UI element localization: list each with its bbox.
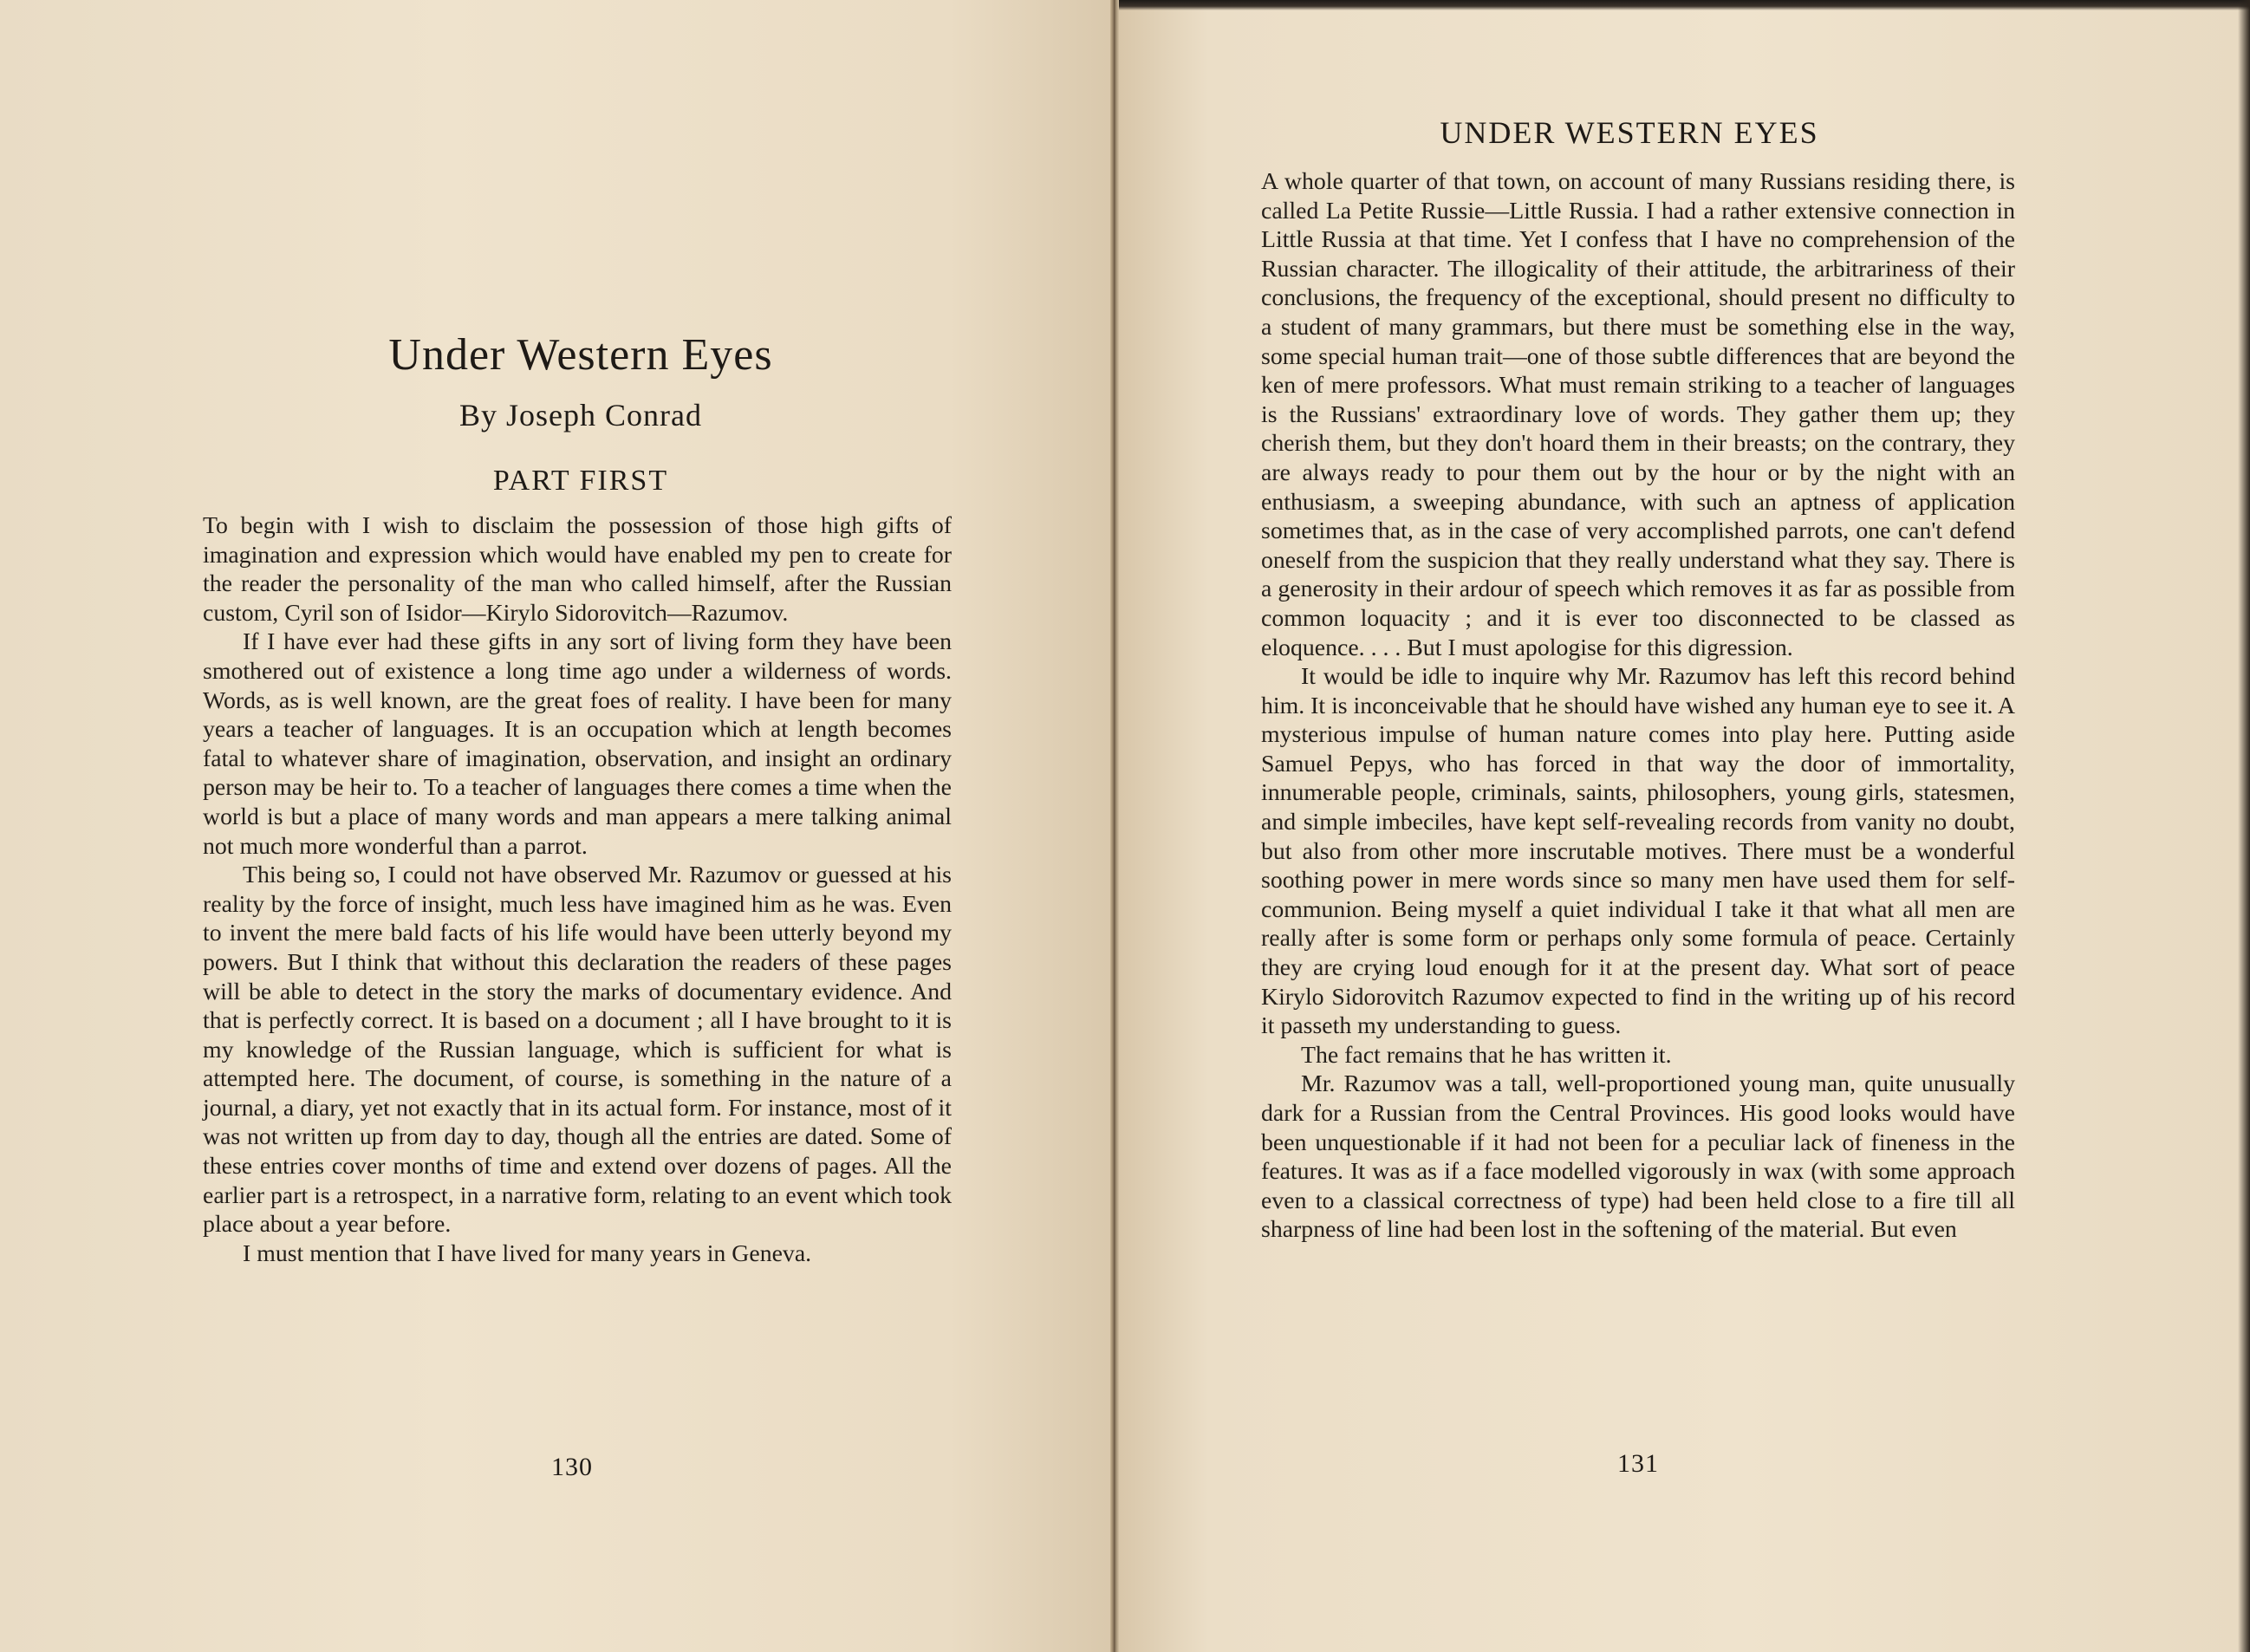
book-title: Under Western Eyes bbox=[388, 330, 773, 380]
right-body-text bbox=[1261, 167, 2015, 1245]
paragraph: If I have ever had these gifts in any sort of living form they have been smothered out of existence a long time ago under a wilderness of words. Words, as is well known, are the great foes of reality. I have been for many years a teacher of languages. It is an occupation which at length becomes fatal to whatever share of imagination, observation, and insight an ordinary person may be heir to. To a teacher of languages there comes a time when the world is but a place of many words and man appears a mere talking animal not much more wonderful than a parrot. bbox=[203, 628, 952, 860]
book-gutter bbox=[1110, 0, 1119, 1652]
author-byline: By Joseph Conrad bbox=[459, 398, 702, 433]
left-body-text bbox=[203, 511, 952, 1268]
page-number: 130 bbox=[551, 1453, 593, 1481]
paragraph: Mr. Razumov was a tall, well-proportioned young man, quite unusually dark for a Russian from the Central Provinces. His good looks would have been unquestionable if it had not been for a peculiar lack of fineness in the features. It was as if a face modelled vigorously in wax (with some approach even to a classical correctness of type) had been held close to a fire till all sharpness of line had been lost in the softening of the material. But even bbox=[1261, 1070, 2015, 1244]
page-top-edge bbox=[1119, 0, 2250, 10]
paragraph: I must mention that I have lived for many years in Geneva. bbox=[243, 1239, 812, 1267]
page-number: 131 bbox=[1617, 1449, 1659, 1478]
paragraph: The fact remains that he has written it. bbox=[1301, 1041, 1672, 1069]
paragraph: A whole quarter of that town, on account of many Russians residing there, is called La Petite Russie—Little Russia. I had a rather extensive connection in Little Russia at that time. Yet I confess that I have no comprehension of the Russian character. The illogicality of their attitude, the arbitrariness of their conclusions, the frequency of the exceptional, should present no difficulty to a student of many grammars, but there must be something else in the way, some special human trait—one of those subtle differences that are beyond the ken of mere professors. What must remain striking to a teacher of languages is the Russians' extraordinary love of words. They gather them up; they cherish them, but they don't hoard them in their breasts; on the contrary, they are always ready to pour them out by the hour or by the night with an enthusiasm, a sweeping abundance, with such an aptness of application sometimes that, as in the case of very accomplished parrots, one can't defend oneself from the suspicion that they really understand what they say. There is a generosity in their ardour of speech which removes it as far as possible from common loquacity ; and it is ever too disconnected to be classed as eloquence. . . . But I must apologise for this digression. bbox=[1261, 168, 2015, 661]
paragraph: This being so, I could not have observed Mr. Razumov or guessed at his reality by the force of insight, much less have imagined him as he was. Even to invent the mere bald facts of his life would have been utterly beyond my powers. But I think that without this declaration the readers of these pages will be able to detect in the story the marks of documentary evidence. And that is perfectly correct. It is based on a document ; all I have brought to it is my knowledge of the Russian language, which is sufficient for what is attempted here. The document, of course, is something in the nature of a journal, a diary, yet not exactly that in its actual form. For instance, most of it was not written up from day to day, though all the entries are dated. Some of these entries cover months of time and extend over dozens of pages. All the earlier part is a retrospect, in a narrative form, relating to an event which took place about a year before. bbox=[203, 862, 952, 1239]
paragraph: It would be idle to inquire why Mr. Razumov has left this record behind him. It is inconceivable that he should have wished any human eye to see it. A mysterious impulse of human nature comes into play here. Putting aside Samuel Pepys, who has forced in that way the door of immortality, innumerable people, criminals, saints, philosophers, young girls, statesmen, and simple imbeciles, have kept self-revealing records from vanity no doubt, but also from other more inscrutable motives. There must be a wonderful soothing power in mere words since so many men have used them for self-communion. Being myself a quiet individual I take it that what all men are really after is some form or perhaps only some formula of peace. Certainly they are crying loud enough for it at the present day. What sort of peace Kirylo Sidorovitch Razumov expected to find in the writing up of his record it passeth my understanding to guess. bbox=[1261, 663, 2015, 1040]
part-heading: PART FIRST bbox=[492, 465, 669, 497]
paragraph: To begin with I wish to disclaim the possession of those high gifts of imagination and expression which would have enabled my pen to create for the reader the personality of the man who called himself, after the Russian custom, Cyril son of Isidor—Kirylo Sidorovitch—Razumov. bbox=[203, 512, 952, 627]
page-right-edge bbox=[2238, 0, 2250, 1652]
left-page bbox=[0, 0, 1115, 1652]
running-head: UNDER WESTERN EYES bbox=[1440, 115, 1819, 150]
